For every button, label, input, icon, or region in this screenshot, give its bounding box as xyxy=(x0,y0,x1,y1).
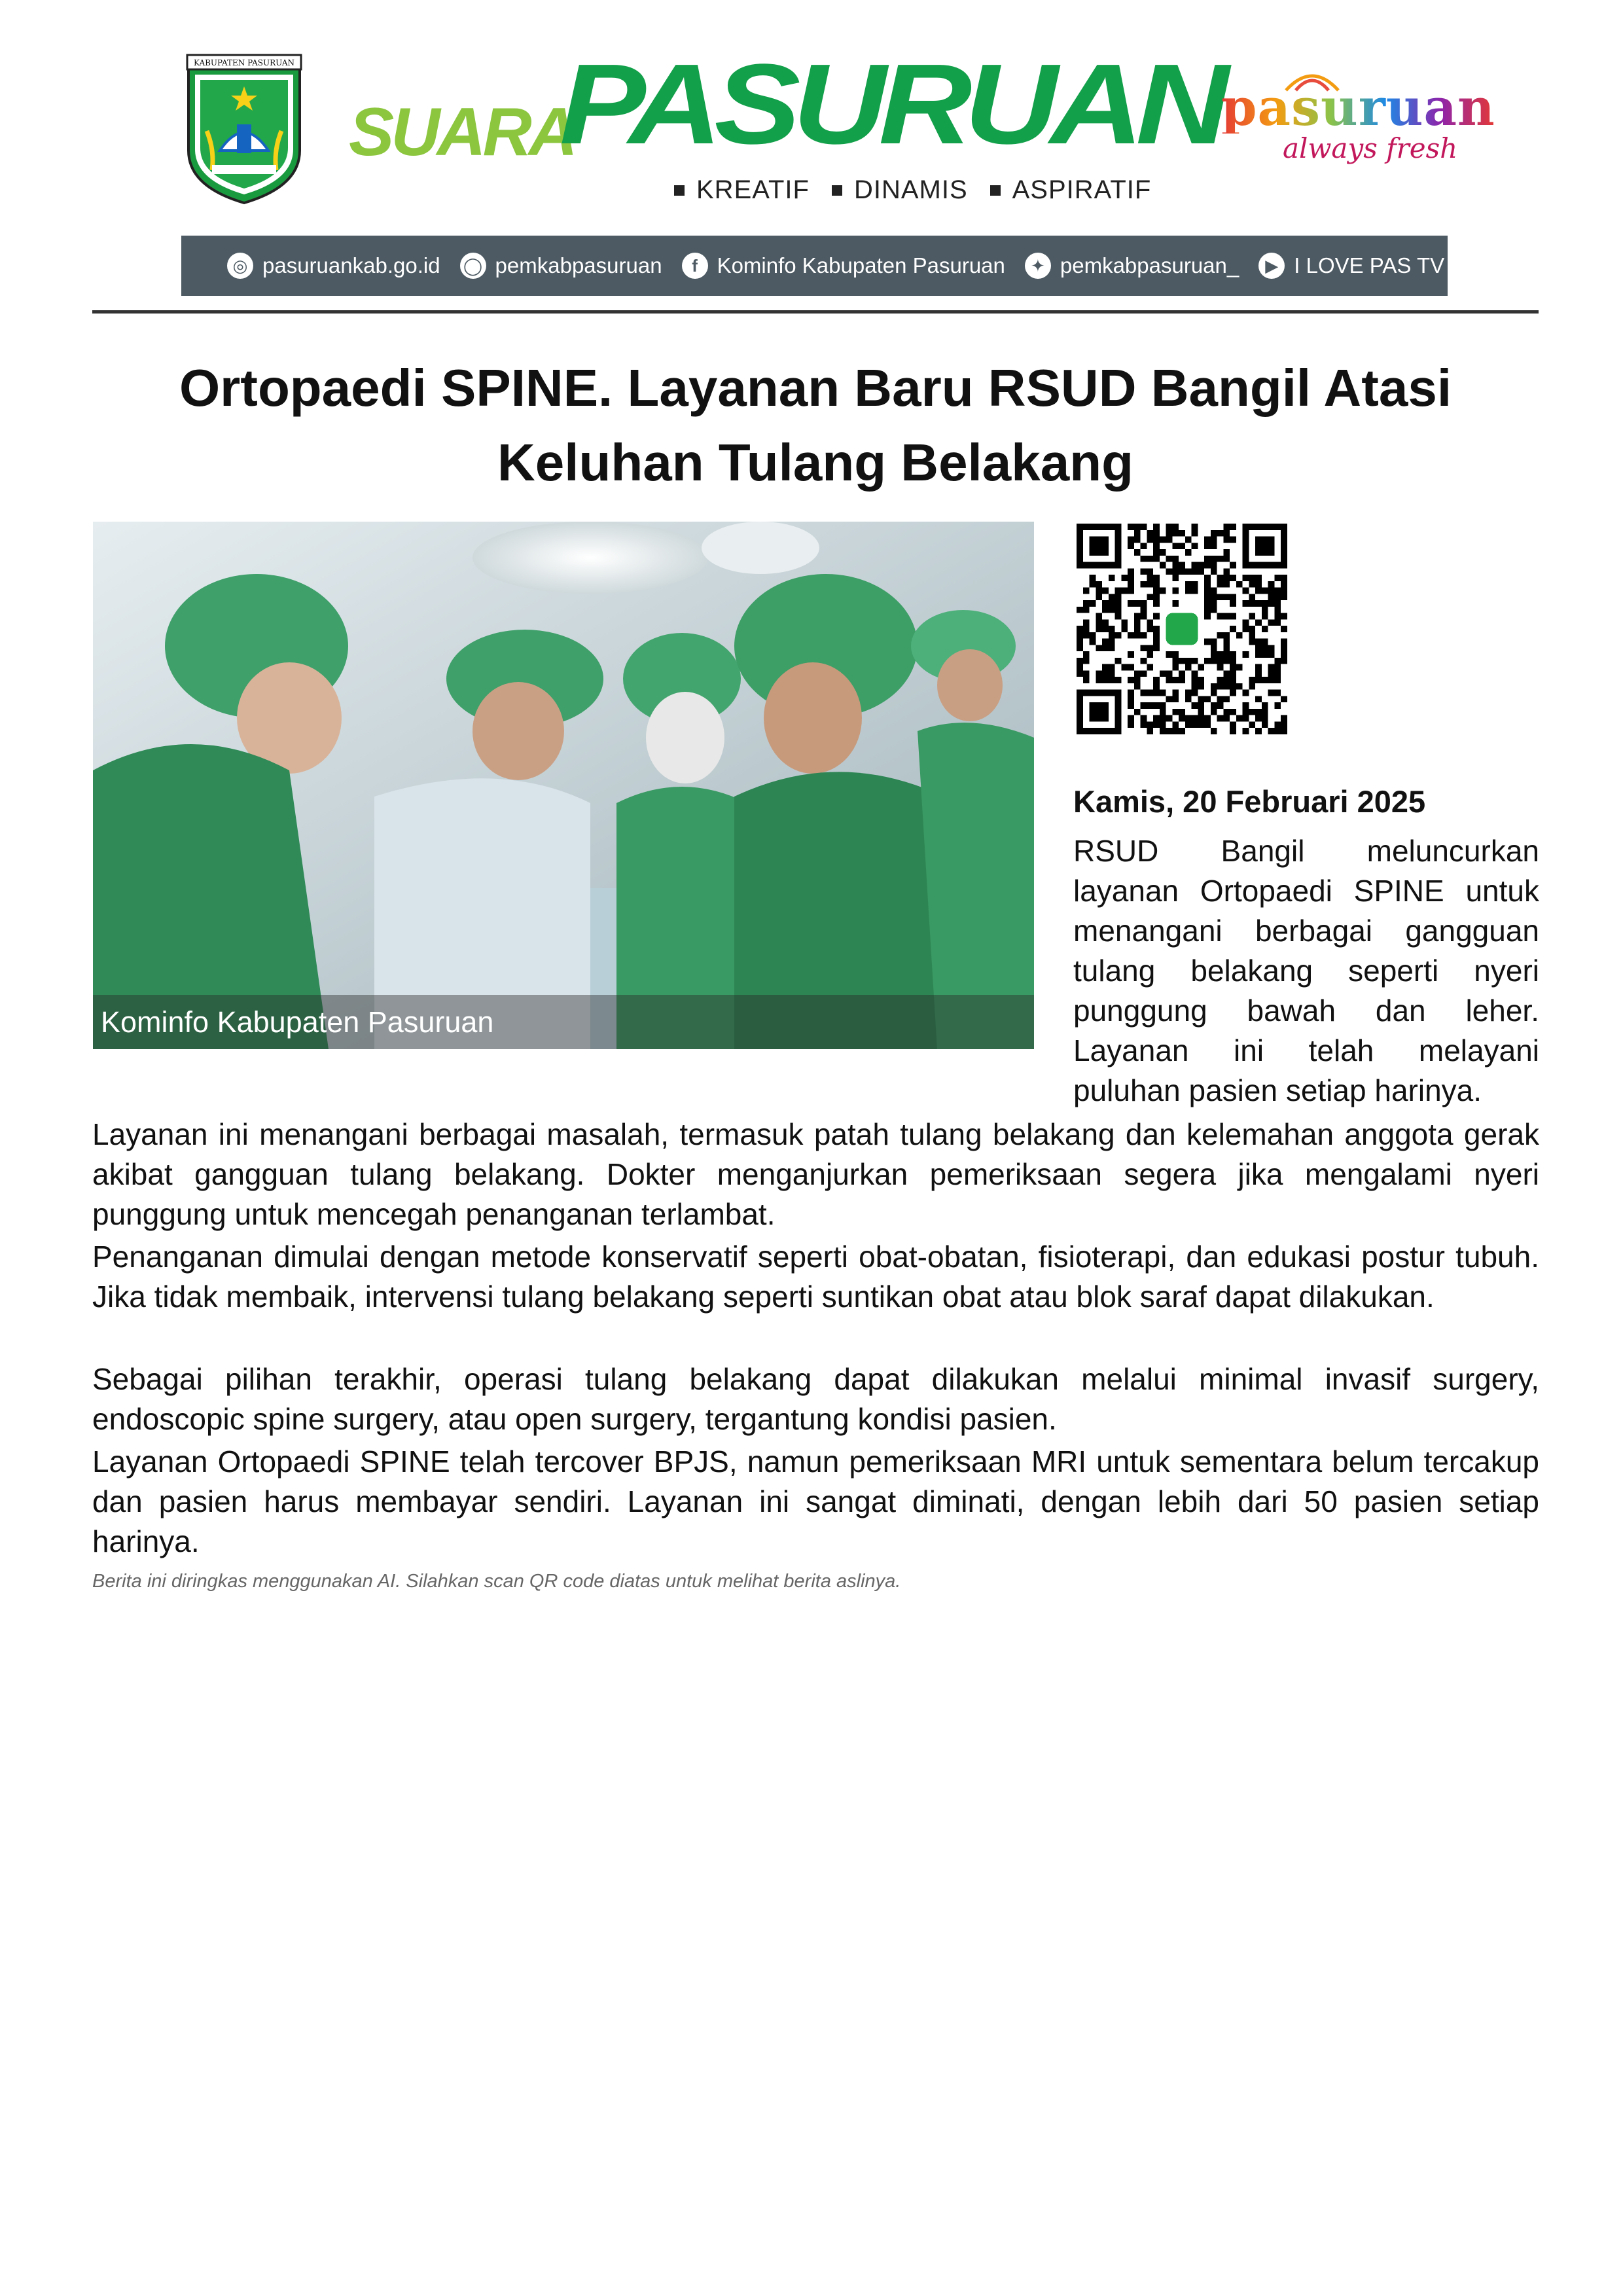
bullet-square-icon xyxy=(990,185,1001,196)
article-date: Kamis, 20 Februari 2025 xyxy=(1073,784,1426,819)
article-paragraph: Layanan ini menangani berbagai masalah, termasuk patah tulang belakang dan kelemahan anggota gerak akibat gangguan tulang belakang. Dokter menganjurkan pemeriksaan segera jika mengalami nyeri punggung untuk mencegah penanganan terlambat. xyxy=(92,1117,1539,1231)
brand-prefix: SUARA xyxy=(349,94,575,170)
social-link-instagram[interactable]: ◯ pemkabpasuruan xyxy=(460,253,662,279)
instagram-icon: ◯ xyxy=(460,253,486,279)
regency-crest-logo xyxy=(181,52,308,206)
social-link-facebook[interactable]: f Kominfo Kabupaten Pasuruan xyxy=(682,253,1005,279)
tagline-item: ASPIRATIF xyxy=(990,175,1152,205)
social-link-twitter[interactable]: ✦ pemkabpasuruan_ xyxy=(1025,253,1239,279)
twitter-icon: ✦ xyxy=(1025,253,1051,279)
brand-taglines xyxy=(674,175,1151,205)
svg-text:KABUPATEN PASURUAN: KABUPATEN PASURUAN xyxy=(193,58,295,67)
facebook-icon: f xyxy=(682,253,708,279)
article-lead-paragraph: RSUD Bangil meluncurkan layanan Ortopaedi SPINE untuk menangani berbagai gangguan tulang belakang seperti nyeri punggung bawah dan leher. Layanan ini telah melayani puluhan pasien setiap harinya. xyxy=(1073,834,1539,1107)
article-paragraph: Penanganan dimulai dengan metode konservatif seperti obat-obatan, fisioterapi, dan edukasi postur tubuh. Jika tidak membaik, intervensi tulang belakang seperti suntikan obat atau blok saraf dapat dilakukan. xyxy=(92,1240,1539,1314)
qr-code[interactable] xyxy=(1077,524,1287,734)
qr-center-logo xyxy=(1166,613,1198,645)
header-divider xyxy=(92,310,1539,314)
tourism-logo-wordmark: pasuruan xyxy=(1221,78,1495,137)
brand-title: PASURUAN xyxy=(560,40,1222,168)
tagline-item: DINAMIS xyxy=(832,175,968,205)
article-paragraph: Layanan Ortopaedi SPINE telah tercover BPJS, namun pemeriksaan MRI untuk sementara belum tercakup dan pasien harus membayar sendiri. Layanan ini sangat diminati, dengan lebih dari 50 pasien setiap harinya. xyxy=(92,1444,1539,1558)
ai-summary-disclaimer: Berita ini diringkas menggunakan AI. Silahkan scan QR code diatas untuk melihat berita aslinya. xyxy=(92,1571,901,1592)
youtube-icon: ▶ xyxy=(1258,253,1285,279)
tagline-item: KREATIF xyxy=(674,175,810,205)
social-media-bar xyxy=(181,236,1448,296)
social-link-youtube[interactable]: ▶ I LOVE PAS TV xyxy=(1258,253,1444,279)
surgery-team-photo xyxy=(93,522,1034,1049)
tourism-logo-tagline: always fresh xyxy=(1283,132,1458,164)
bullet-square-icon xyxy=(832,185,842,196)
bullet-square-icon xyxy=(674,185,685,196)
social-link-website[interactable]: ◎ pasuruankab.go.id xyxy=(227,253,440,279)
globe-icon: ◎ xyxy=(227,253,253,279)
article-headline: Ortopaedi SPINE. Layanan Baru RSUD Bangil Atasi Keluhan Tulang Belakang xyxy=(179,359,1452,492)
photo-credit-caption: Kominfo Kabupaten Pasuruan xyxy=(93,995,1034,1049)
article-paragraph: Sebagai pilihan terakhir, operasi tulang belakang dapat dilakukan melalui minimal invasif surgery, endoscopic spine surgery, atau open surgery, tergantung kondisi pasien. xyxy=(92,1362,1539,1436)
